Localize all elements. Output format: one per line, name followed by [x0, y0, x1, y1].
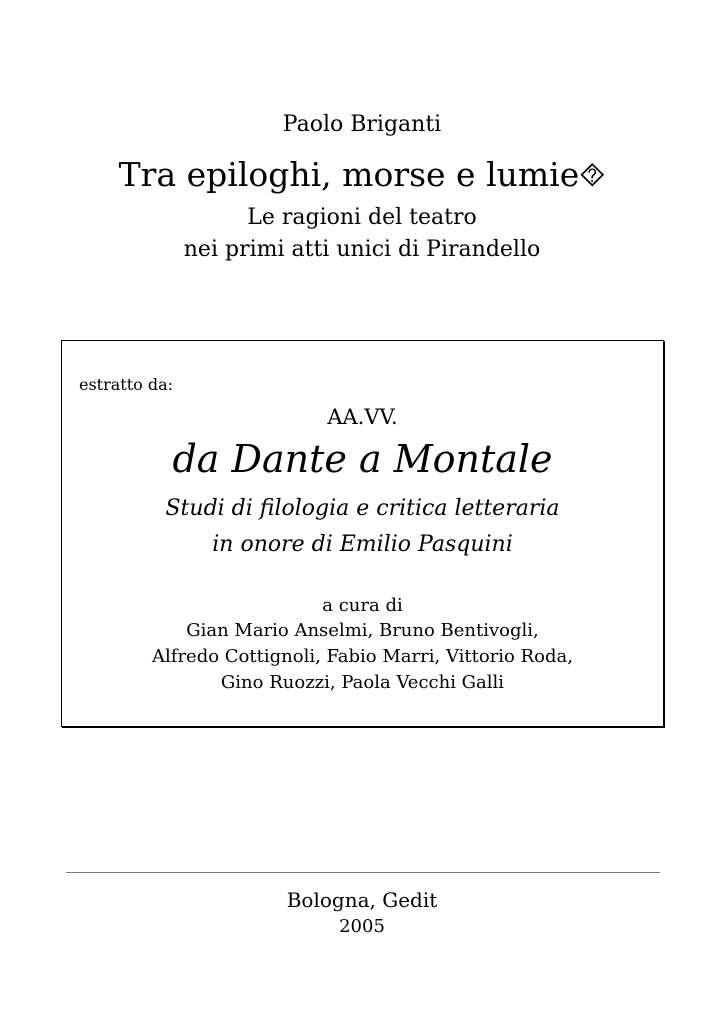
- horizontal-divider: [66, 872, 660, 873]
- editors-line-2: Alfredo Cottignoli, Fabio Marri, Vittorio Roda,: [152, 646, 573, 667]
- publication-year: 2005: [339, 916, 385, 937]
- editors-line-1: Gian Mario Anselmi, Bruno Bentivogli,: [186, 620, 539, 641]
- curated-by-label: a cura di: [322, 595, 403, 616]
- essay-title: Tra epiloghi, morse e lumie⯑: [118, 155, 606, 194]
- book-subtitle-line-1: Studi di filologia e critica letteraria: [165, 496, 560, 521]
- book-title: da Dante a Montale: [172, 437, 553, 481]
- extract-label: estratto da:: [79, 375, 174, 394]
- essay-subtitle-line-1: Le ragioni del teatro: [247, 205, 477, 230]
- publisher: Bologna, Gedit: [286, 888, 438, 912]
- author-name: Paolo Briganti: [282, 112, 442, 137]
- extract-box: [61, 340, 664, 727]
- book-subtitle-line-2: in onore di Emilio Pasquini: [212, 532, 513, 557]
- book-authors: AA.VV.: [327, 405, 398, 429]
- essay-subtitle-line-2: nei primi atti unici di Pirandello: [183, 237, 541, 262]
- editors-line-3: Gino Ruozzi, Paola Vecchi Galli: [220, 672, 505, 693]
